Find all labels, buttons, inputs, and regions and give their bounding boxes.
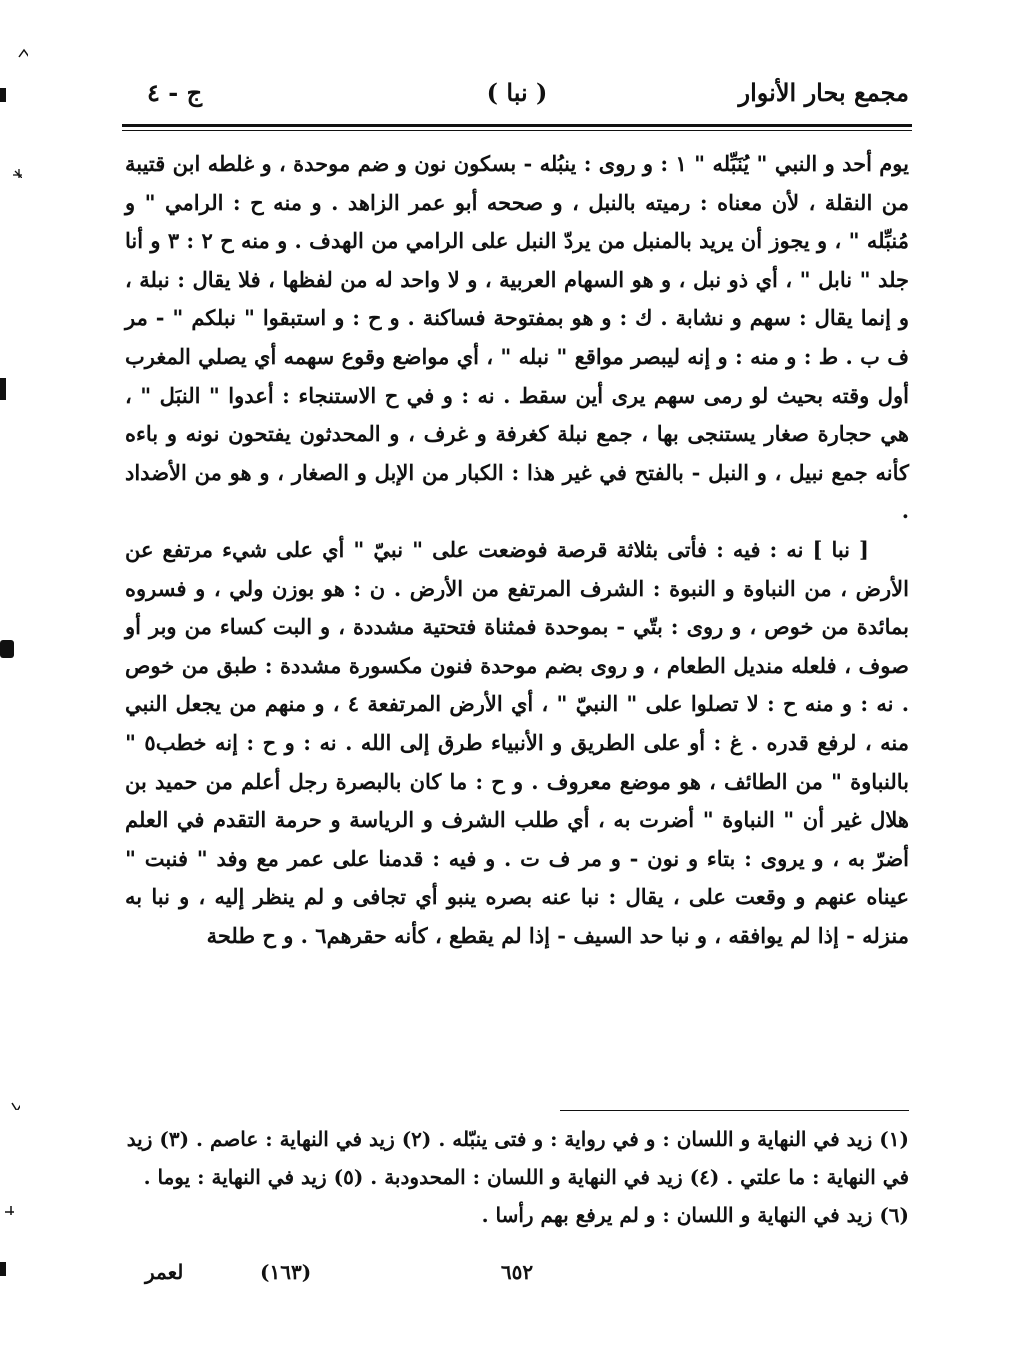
scan-mark-edge — [0, 1262, 6, 1276]
book-title: مجمع بحار الأنوار — [738, 78, 909, 107]
body-text — [125, 145, 909, 955]
footnote-rule — [560, 1110, 909, 1111]
signature-mark: (١٦٣) — [260, 1260, 312, 1284]
page-footer — [125, 1260, 909, 1292]
header-rule-thin — [122, 130, 912, 131]
page-number: ٦٥٢ — [500, 1260, 534, 1284]
header-rule-thick — [122, 124, 912, 127]
scan-mark-edge — [0, 88, 6, 102]
body-paragraph-2: [ نبا ] نه : فيه : فأتى بثلاثة قرصة فوضعت على " نبيّ " أي على شيء مرتفع عن الأرض ، من النباوة و النبوة : الشرف المرتفع من الأرض . ن : هو بوزن ولي ، و فسروه بمائدة من خوص ، و روى : بتّي - بموحدة فمثناة فتحتية مشددة ، و البت كساء من وبر أو صوف ، فلعله منديل الطعام ، و روى بضم موحدة فنون مكسورة مشددة : طبق من خوص . نه : و منه ح : لا تصلوا على " النبيّ " ، أي الأرض المرتفعة ٤ ، و منهم من يجعل النبي منه ، لرفع قدره . غ : أو على الطريق و الأنبياء طرق إلى الله . نه : و ح : إنه خطب٥ " بالنباوة " من الطائف ، هو موضع معروف . و ح : ما كان بالبصرة رجل أعلم من حميد بن هلال غير أن " النباوة " أضرت به ، أي طلب الشرف و الرياسة و حرمة التقدم في العلم أضرّ به ، و يروى : بتاء و نون - و مر ف ت . و فيه : قدمنا على عمر مع وفد " فنبت " عيناه عنهم و وقعت على ، يقال : نبا عنه بصره ينبو أي تجافى و لم ينظر إليه ، و نبا به منزله - إذا لم يوافقه ، و نبا حد السيف - إذا لم يقطع ، كأنه حقرهم٦ . و ح طلحة — [125, 536, 910, 948]
body-paragraph-1: يوم أحد و النبي " يُنَبِّله " ١ : و روى : ينبُله - بسكون نون و ضم موحدة ، و غلطه ابن قتيبة من النقلة ، لأن معناه : رميته بالنبل ، و صححه أبو عمر الزاهد . و منه ح : الرامي " و مُنبِّله " ، و يجوز أن يريد بالمنبل من يردّ النبل على الرامي من الهدف . و منه ح ٢ : ٣ و أنا جلد " نابل " ، أي ذو نبل ، و هو السهام العربية ، و لا واحد له من لفظها ، فلا يقال : نبلة ، و إنما يقال : سهم و نشابة . ك : و هو بمفتوحة فساكنة . و ح : و استبقوا " نبلكم " - مر ف ب . ط : و منه : و إنه ليبصر مواقع " نبله " ، أي مواضع وقوع سهمه أي يصلي المغرب أول وقته بحيث لو رمى سهم يرى أين سقط . نه : و في ح الاستنجاء : أعدوا " النبَل " ، هي حجارة صغار يستنجى بها ، جمع نبلة كغرفة و غرف ، و المحدثون يفتحون نونه و باءه كأنه جمع نبيل ، و النبل - بالفتح في غير هذا : الكبار من الإبل و الصغار ، و هو من الأضداد . — [124, 151, 909, 524]
scan-mark-star — [12, 168, 22, 178]
scan-mark-blot — [0, 640, 14, 658]
catchword: لعمر — [145, 1260, 184, 1284]
scan-mark-arrow — [10, 1100, 20, 1110]
scan-mark-plus — [4, 1205, 14, 1215]
volume-number: ج - ٤ — [147, 78, 203, 107]
entry-word: ( نبا ) — [486, 78, 548, 107]
running-header — [125, 78, 909, 118]
scan-mark-caret — [18, 48, 28, 58]
scan-mark-edge — [0, 378, 6, 400]
footnote-line-1: (١) زيد في النهاية و اللسان : و في رواية : و فتى ينبّله . (٢) زيد في النهاية : عاصم . (٣) زيد — [126, 1127, 909, 1151]
footnotes — [125, 1120, 909, 1234]
footnote-line-3: (٦) زيد في النهاية و اللسان : و لم يرفع بهم رأسا . — [481, 1203, 909, 1227]
footnote-line-2: في النهاية : ما علتي . (٤) زيد في النهاية و اللسان : المحدودبة . (٥) زيد في النهاية : يوما . — [143, 1165, 909, 1189]
